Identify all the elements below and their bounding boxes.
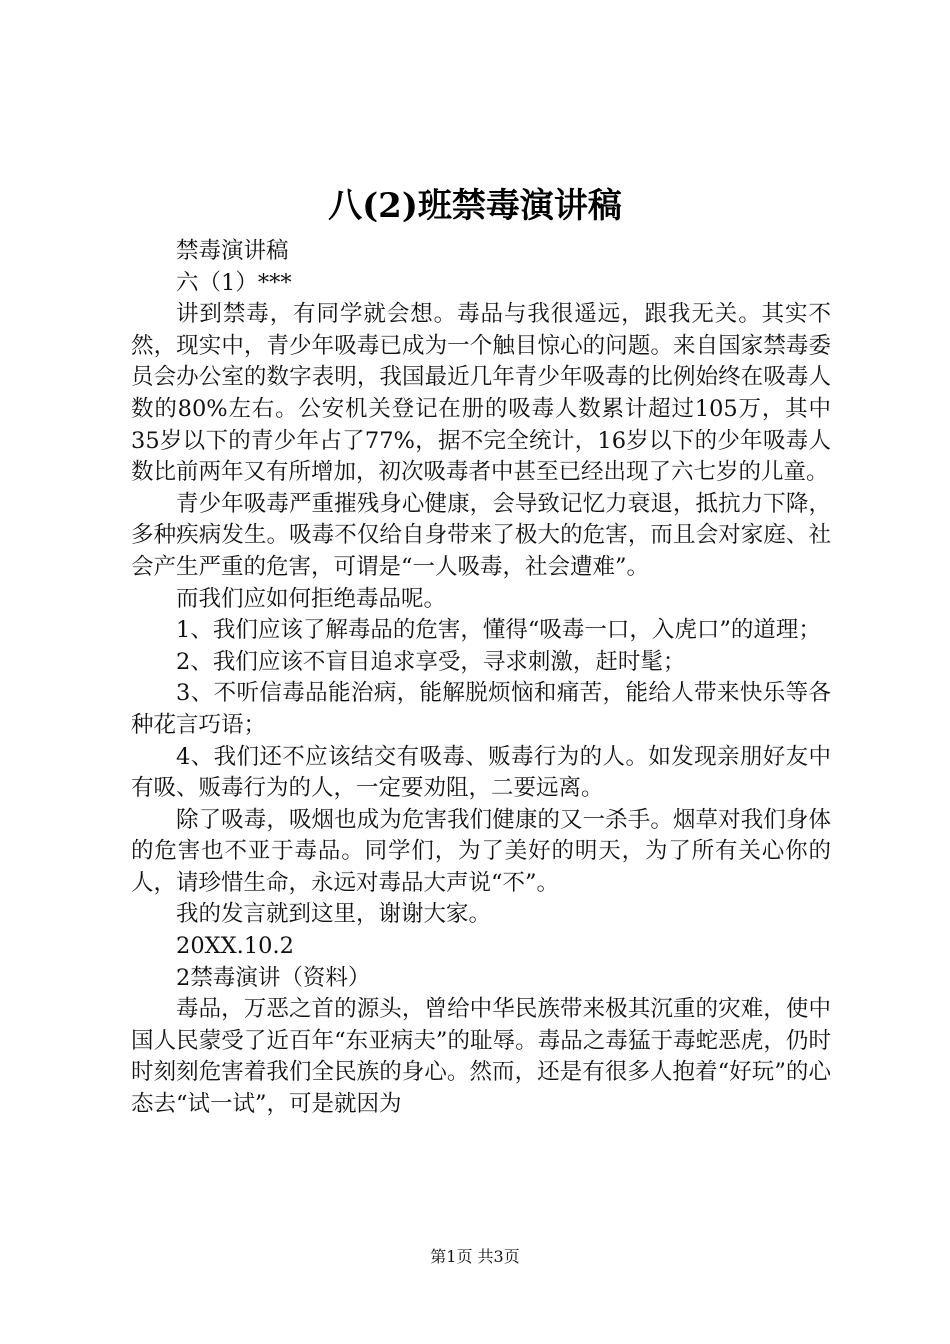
document-title: 八(2)班禁毒演讲稿 [328,186,622,226]
paragraph: 毒品，万恶之首的源头，曾给中华民族带来极其沉重的灾难，使中国人民蒙受了近百年“东亚病夫”的耻辱。毒品之毒猛于毒蛇恶虎，仍时时刻刻危害着我们全民族的身心。然而，还是有很多人抱着“好玩”的心态去“试一试”，可是就因为 [131,996,831,1118]
paragraph-heading: 禁毒演讲稿 [176,238,289,264]
paragraph: 青少年吸毒严重摧残身心健康，会导致记忆力衰退，抵抗力下降，多种疾病发生。吸毒不仅给自身带来了极大的危害，而且会对家庭、社会产生严重的危害，可谓是“一人吸毒，社会遭难”。 [131,490,831,580]
list-item: 2、我们应该不盲目追求享受，寻求刺激，赶时髦； [176,648,686,675]
paragraph-author: 六（1）*** [176,269,292,296]
paragraph: 我的发言就到这里，谢谢大家。 [176,901,492,928]
paragraph-date: 20XX.10.2 [176,933,294,960]
list-item: 3、不听信毒品能治病，能解脱烦恼和痛苦，能给人带来快乐等各种花言巧语； [131,680,831,738]
paragraph: 而我们应如何拒绝毒品呢。 [176,585,447,612]
page-footer: 第1页 共3页 [430,1247,520,1266]
section-heading: 2禁毒演讲（资料） [176,964,371,991]
list-item: 4、我们还不应该结交有吸毒、贩毒行为的人。如发现亲朋好友中有吸、贩毒行为的人，一定要劝阻，二要远离。 [131,743,831,802]
list-item: 1、我们应该了解毒品的危害，懂得“吸毒一口，入虎口”的道理； [176,617,821,644]
paragraph: 讲到禁毒，有同学就会想。毒品与我很遥远，跟我无关。其实不然，现实中，青少年吸毒已成为一个触目惊心的问题。来自国家禁毒委员会办公室的数字表明，我国最近几年青少年吸毒的比例始终在吸毒人数的80%左右。公安机关登记在册的吸毒人数累计超过105万，其中35岁以下的青少年占了77%，据不完全统计，16岁以下的少年吸毒人数比前两年又有所增加，初次吸毒者中甚至已经出现了六七岁的儿童。 [131,301,831,486]
document-body [131,236,831,1121]
paragraph: 除了吸毒，吸烟也成为危害我们健康的又一杀手。烟草对我们身体的危害也不亚于毒品。同学们，为了美好的明天，为了所有关心你的人，请珍惜生命，永远对毒品大声说“不”。 [131,806,831,896]
